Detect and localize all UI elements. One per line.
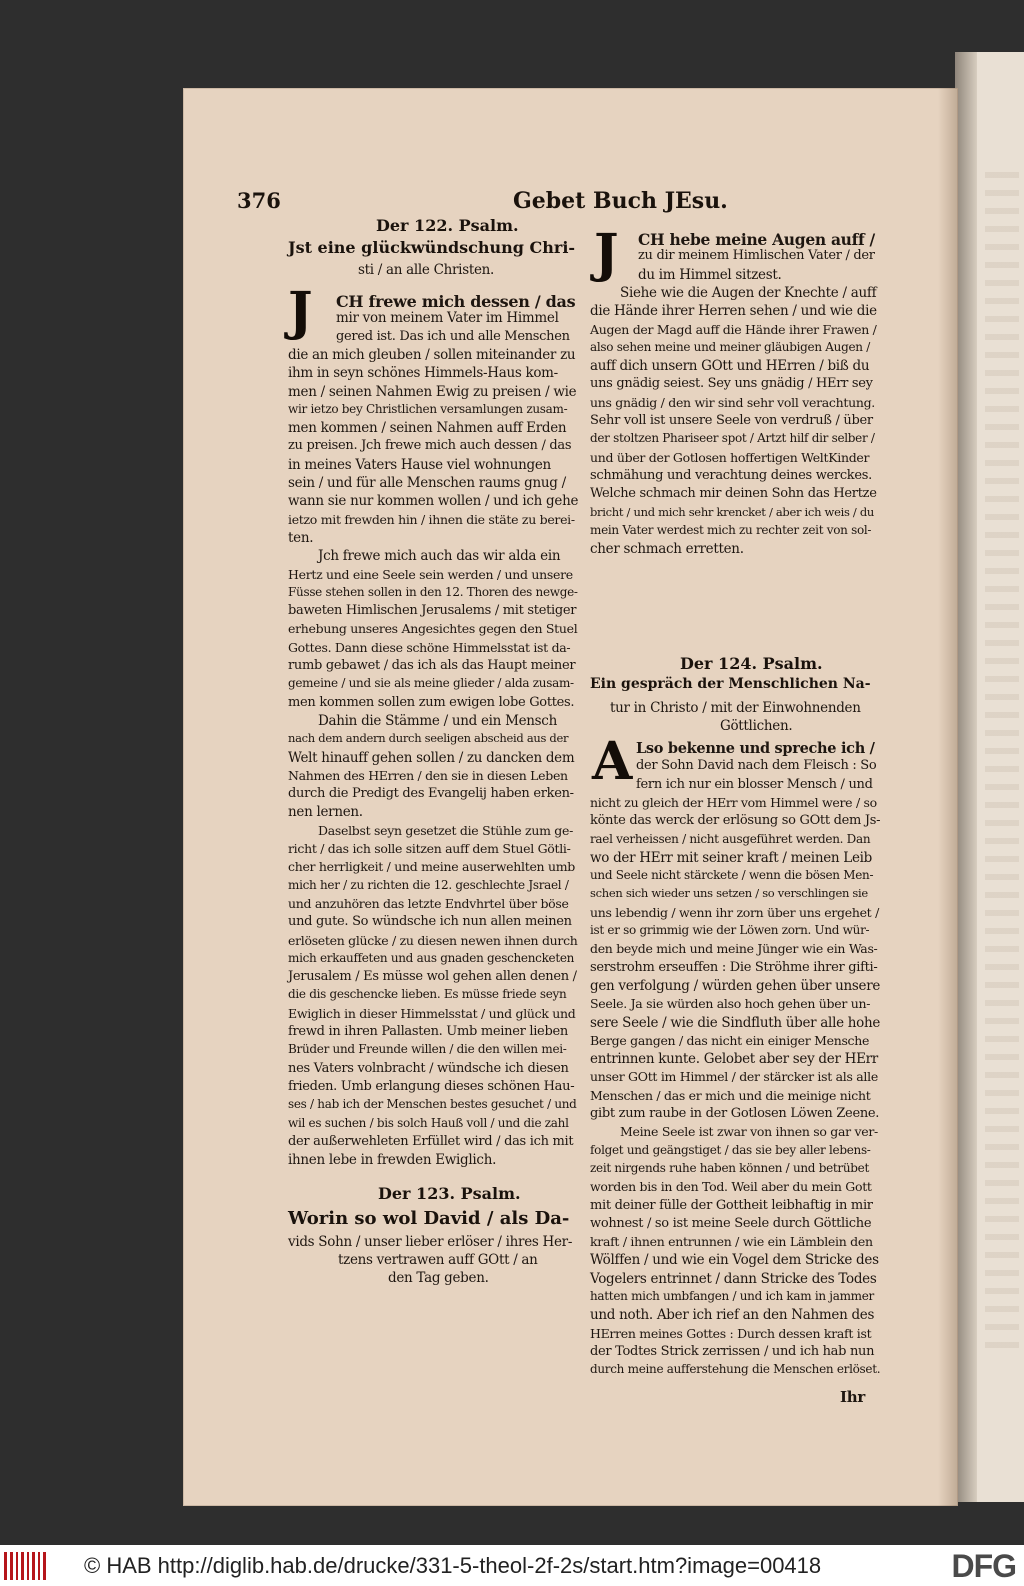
text-line: gen verfolgung / würden gehen über unsere	[590, 977, 881, 994]
text-line: Lso bekenne und spreche ich /	[636, 740, 875, 757]
running-title: Gebet Buch JEsu.	[513, 188, 728, 214]
text-line: und gute. So wündsche ich nun allen meinen	[288, 914, 572, 930]
text-line: uns gnädig / den wir sind sehr voll verachtung.	[590, 394, 875, 410]
text-line: entrinnen kunte. Gelobet aber sey der HErr	[590, 1051, 878, 1068]
text-line: rumb gebawet / das ich als das Haupt meiner	[288, 658, 576, 673]
text-line: gemeine / und sie als meine glieder / alda zusam-	[288, 676, 574, 691]
text-line: der Sohn David nach dem Fleisch : So	[636, 758, 877, 774]
facing-page-edge	[955, 52, 1024, 1502]
text-line: Vogelers entrinnet / dann Stricke des Todes	[590, 1270, 877, 1287]
text-line: fern ich nur ein blosser Mensch / und	[636, 776, 873, 792]
text-line: gibt zum raube in der Gotlosen Löwen Zeene.	[590, 1106, 880, 1121]
text-line: men kommen sollen zum ewigen lobe Gottes.	[288, 694, 575, 710]
text-line: Daselbst seyn gesetzet die Stühle zum ge-	[318, 822, 574, 838]
text-line: zu dir meinem Himlischen Vater / der	[638, 248, 875, 264]
text-line: Füsse stehen sollen in den 12. Thoren des newge-	[288, 584, 578, 599]
text-line: nen lernen.	[288, 804, 363, 821]
book-page	[183, 88, 958, 1506]
text-line: ten.	[288, 529, 314, 546]
text-line: CH hebe meine Augen auff /	[638, 230, 875, 249]
text-line: Siehe wie die Augen der Knechte / auff	[620, 284, 877, 301]
text-line: Sehr voll ist unsere Seele von verdruß / über	[590, 413, 873, 428]
psalm-123-heading: Der 123. Psalm.	[378, 1184, 521, 1203]
text-line: mich her / zu richten die 12. geschlechte Jsrael /	[288, 877, 569, 892]
text-line: Meine Seele ist zwar von ihnen so gar ver-	[620, 1124, 878, 1140]
text-line: nicht zu gleich der HErr vom Himmel were / so	[590, 794, 877, 810]
text-line: ihm in seyn schönes Himmels-Haus kom-	[288, 365, 558, 382]
psalm-124-title-line-1: Ein gespräch der Menschlichen Na-	[590, 676, 871, 692]
text-line: richt / das ich solle sitzen auff dem Stuel Götli-	[288, 841, 571, 856]
text-line: Ewiglich in dieser Himmelsstat / und glück und	[288, 1005, 576, 1021]
text-line: Jerusalem / Es müsse wol gehen allen denen /	[288, 969, 577, 985]
footer-bar	[0, 1545, 1024, 1586]
text-line: cher herrligkeit / und meine auserwehlten umb	[288, 859, 575, 875]
text-line: und anzuhören das letzte Endvhrtel über böse	[288, 895, 569, 911]
hab-barcode-logo-icon	[4, 1552, 46, 1580]
text-line: die dis geschencke lieben. Es müsse friede seyn	[288, 987, 567, 1002]
drop-initial: J	[594, 223, 619, 284]
text-line: erhebung unseres Angesichtes gegen den Stuel	[288, 621, 578, 637]
text-line: unser GOtt im Himmel / der stärcker ist als alle	[590, 1069, 878, 1085]
text-line: Menschen / das er mich und die meinige nicht	[590, 1087, 871, 1103]
text-line: serstrohm erseuffen : Die Ströhme ihrer gifti-	[590, 959, 878, 975]
copyright-url[interactable]: © HAB http://diglib.hab.de/drucke/331-5-theol-2f-2s/start.htm?image=00418	[84, 1553, 822, 1578]
text-line: den beyde mich und meine Jünger wie ein Was-	[590, 941, 878, 957]
text-line: der stoltzen Phariseer spot / Artzt hilf dir selber /	[590, 431, 875, 446]
text-line: die Hände ihrer Herren sehen / und wie die	[590, 303, 877, 320]
text-line: sein / und für alle Menschen raums gnug /	[288, 475, 566, 491]
text-line: also sehen meine und meiner gläubigen Augen /	[590, 339, 870, 354]
text-line: nes Vaters volnbracht / wündsche ich diesen	[288, 1060, 569, 1076]
text-line: schen sich wieder uns setzen / so verschlingen sie	[590, 886, 868, 901]
text-line: zeit nirgends ruhe haben können / und betrübet	[590, 1160, 869, 1175]
text-line: Gottes. Dann diese schöne Himmelsstat ist da-	[288, 639, 571, 655]
text-line: worden bis in den Tod. Weil aber du mein Gott	[590, 1179, 872, 1195]
text-line: erlöseten glücke / zu diesen newen ihnen durch	[288, 932, 578, 948]
text-line: zu preisen. Jch frewe mich auch dessen / das	[288, 438, 572, 454]
text-line: wil es suchen / bis solch Hauß voll / und die zahl	[288, 1115, 569, 1130]
text-line: Brüder und Freunde willen / die den willen mei-	[288, 1042, 567, 1057]
text-line: hatten mich umbfangen / und ich kam in jammer	[590, 1289, 874, 1303]
text-line: Dahin die Stämme / und ein Mensch	[318, 712, 557, 729]
text-line: der außerwehleten Erfüllet wird / das ich mit	[288, 1133, 574, 1149]
text-line: mich erkauffeten und aus gnaden geschencketen	[288, 950, 575, 965]
text-line: ietzo mit frewden hin / ihnen die stäte zu berei-	[288, 511, 575, 527]
right-column	[590, 223, 881, 1406]
text-line: mit deiner fülle der Gottheit leibhaftig in mir	[590, 1197, 873, 1213]
psalm-124-title-line-2: tur in Christo / mit der Einwohnenden	[610, 700, 861, 716]
psalm-123-title-line-1: Worin so wol David / als Da-	[288, 1208, 570, 1229]
psalm-124-title-line-3: Göttlichen.	[720, 718, 793, 734]
text-line: ses / hab ich der Menschen bestes gesuchet / und	[288, 1097, 577, 1112]
text-line: gered ist. Das ich und alle Menschen	[336, 328, 570, 344]
text-line: Augen der Magd auff die Hände ihrer Frawen /	[590, 321, 877, 337]
text-line: uns gnädig seiest. Sey uns gnädig / HErr sey	[590, 376, 873, 392]
psalm-123-title-line-3: tzens vertrawen auff GOtt / an	[338, 1252, 538, 1268]
psalm-122-title-line-1: Jst eine glückwündschung Chri-	[288, 238, 576, 257]
catchword: Ihr	[840, 1388, 865, 1406]
text-line: rael verheissen / nicht ausgeführet werden. Dan	[590, 831, 871, 846]
dfg-logo: DFG	[951, 1548, 1016, 1584]
psalm-122-heading: Der 122. Psalm.	[376, 216, 519, 235]
text-line: und noth. Aber ich rief an den Nahmen des	[590, 1307, 875, 1324]
text-line: frewd in ihren Pallasten. Umb meiner lieben	[288, 1024, 568, 1039]
text-line: schmähung und verachtung deines werckes.	[590, 467, 872, 483]
text-line: mir von meinem Vater im Himmel	[336, 310, 559, 327]
left-column	[288, 216, 578, 1306]
text-line: Wölffen / und wie ein Vogel dem Stricke des	[590, 1252, 879, 1269]
text-line: men kommen / seinen Nahmen auff Erden	[288, 420, 567, 437]
text-line: HErren meines Gottes : Durch dessen kraft ist	[590, 1325, 872, 1341]
text-line: auff dich unsern GOtt und HErren / biß du	[590, 358, 870, 375]
text-line: wann sie nur kommen wollen / und ich gehe	[288, 493, 579, 510]
text-line: ihnen lebe in frewden Ewiglich.	[288, 1152, 497, 1169]
text-line: und Seele nicht stärckete / wenn die bösen Men-	[590, 868, 874, 883]
page-number: 376	[237, 188, 281, 213]
text-line: Seele. Ja sie würden also hoch gehen über un-	[590, 996, 871, 1012]
text-line: frieden. Umb erlangung dieses schönen Hau-	[288, 1078, 575, 1094]
text-line: der Todtes Strick zerrissen / und ich hab nun	[590, 1343, 875, 1359]
text-line: die an mich gleuben / sollen miteinander zu	[288, 346, 576, 363]
psalm-124-heading: Der 124. Psalm.	[680, 654, 823, 673]
text-line: Nahmen des HErren / den sie in diesen Leben	[288, 767, 568, 783]
text-line: du im Himmel sitzest.	[638, 266, 782, 283]
text-line: wir ietzo bey Christlichen versamlungen zusam-	[288, 401, 568, 416]
text-line: könte das werck der erlösung so GOtt dem Js-	[590, 813, 881, 829]
psalm-123-title-line-2: vids Sohn / unser lieber erlöser / ihres Her-	[288, 1234, 573, 1250]
text-line: men / seinen Nahmen Ewig zu preisen / wie	[288, 383, 577, 400]
text-line: sere Seele / wie die Sindfluth über alle hohe	[590, 1014, 881, 1031]
text-line: Jch frewe mich auch das wir alda ein	[318, 548, 561, 565]
text-line: CH frewe mich dessen / das	[336, 292, 576, 311]
drop-initial: J	[288, 281, 313, 342]
text-line: cher schmach erretten.	[590, 541, 744, 558]
text-line: Welt hinauff gehen sollen / zu dancken dem	[288, 749, 575, 766]
text-line: in meines Vaters Hause viel wohnungen	[288, 456, 551, 473]
drop-initial: A	[592, 731, 633, 792]
text-line: mein Vater werdest mich zu rechter zeit von sol-	[590, 522, 872, 537]
text-line: folget und geängstiget / das sie bey aller lebens-	[590, 1142, 871, 1157]
text-line: und über der Gotlosen hoffertigen WeltKinder	[590, 449, 870, 465]
text-line: Berge gangen / das nicht ein einiger Mensche	[590, 1032, 870, 1048]
text-line: nach dem andern durch seeligen abscheid aus der	[288, 731, 569, 746]
text-line: ist er so grimmig wie der Löwen zorn. Und wür-	[590, 923, 870, 937]
text-line: Hertz und eine Seele sein werden / und unsere	[288, 566, 573, 582]
text-line: Welche schmach mir deinen Sohn das Hertze	[590, 486, 877, 502]
text-line: kraft / ihnen entrunnen / wie ein Lämblein den	[590, 1234, 873, 1250]
text-line: durch meine aufferstehung die Menschen erlöset.	[590, 1362, 881, 1377]
psalm-122-title-line-2: sti / an alle Christen.	[358, 262, 495, 278]
text-line: uns lebendig / wenn ihr zorn über uns ergehet /	[590, 904, 879, 920]
text-line: durch die Predigt des Evangelij haben erken-	[288, 786, 574, 802]
text-line: wohnest / so ist meine Seele durch Göttliche	[590, 1215, 872, 1231]
text-line: wo der HErr mit seiner kraft / meinen Leib	[590, 849, 873, 866]
psalm-123-title-line-4: den Tag geben.	[388, 1270, 489, 1286]
text-line: bricht / und mich sehr krencket / aber ich weis / du	[590, 504, 875, 519]
text-line: baweten Himlischen Jerusalems / mit stetiger	[288, 603, 577, 619]
